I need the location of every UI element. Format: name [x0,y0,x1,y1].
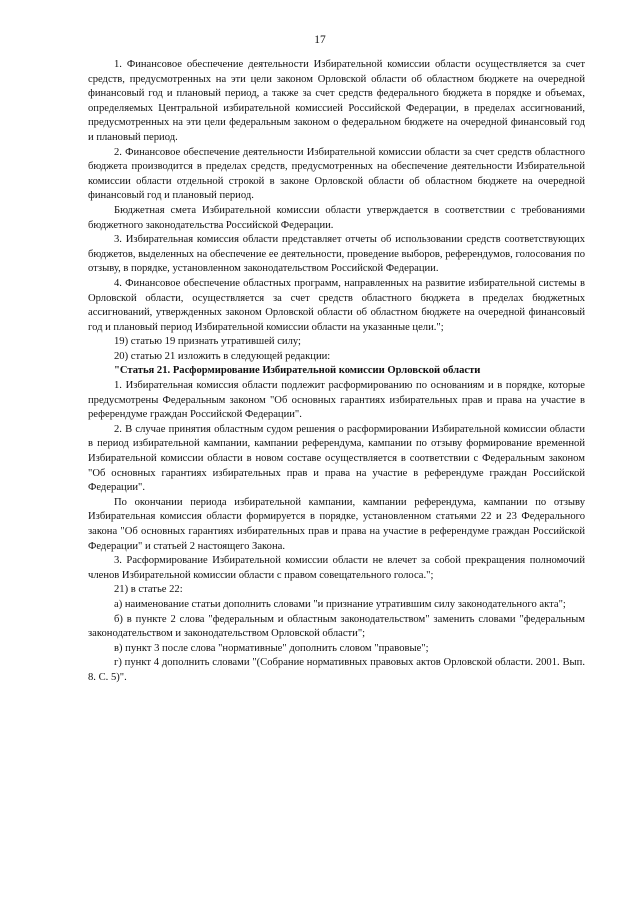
paragraph-item-19: 19) статью 19 признать утратившей силу; [114,336,301,348]
paragraph-subitem-b: б) в пункте 2 слова "федеральным и областным законодательством" заменить словами "федеральным законодательством и законодательством Орловской области"; [88,613,585,640]
paragraph-item-21: 21) в статье 22: [114,584,183,596]
paragraph-budget-estimate: Бюджетная смета Избирательной комиссии области утверждается в соответствии с требованиями бюджетного законодательства Российской Федерации. [88,204,585,231]
paragraph-item-20: 20) статью 21 изложить в следующей редакции: [114,350,331,362]
paragraph-article-20-point-3: 3. Избирательная комиссия области представляет отчеты об использовании средств соответствующих бюджетов, выделенных на обеспечение ее деятельности, проведение выборов, референдумов, голосования по отзыву, в порядке, установленном законодательством Российской Федерации. [88,234,585,275]
paragraph-after-campaign: По окончании периода избирательной кампании, кампании референдума, кампании по отзыву Избирательная комиссия области формируется в порядке, установленном статьями 22 и 23 Федерального закона "Об основных гарантиях избирательных прав и права на участие в референдуме граждан Российской Федерации" и статьей 2 настоящего Закона. [88,496,585,552]
paragraph-article-20-point-1: 1. Финансовое обеспечение деятельности Избирательной комиссии области осуществляется за счет средств, предусмотренных на эти цели законом Орловской области об областном бюджете на очередной финансовый год и плановый период, а также за счет средств федерального бюджета в порядке и объемах, определяемых Центральной избирательной комиссией Российской Федерации, в пределах ассигнований, предусмотренных на эти цели федеральным законом о федеральном бюджете на очередной финансовый год и плановый период. [88,59,585,143]
paragraph-article-20-point-4: 4. Финансовое обеспечение областных программ, направленных на развитие избирательной системы в Орловской области, осуществляется за счет средств областного бюджета в пределах бюджетных ассигнований, утвержденных законом Орловской области об областном бюджете на очередной финансовый год и плановый период Избирательной комиссии области на указанные цели."; [88,277,585,333]
paragraph-subitem-g: г) пункт 4 дополнить словами "(Собрание нормативных правовых актов Орловской области. 2001. Вып. 8. С. 5)". [88,657,585,683]
paragraph-article-21-point-3: 3. Расформирование Избирательной комиссии области не влечет за собой прекращения полномочий членов Избирательной комиссии области с правом совещательного голоса."; [88,555,585,581]
paragraph-article-20-point-2: 2. Финансовое обеспечение деятельности Избирательной комиссии области за счет средств областного бюджета производится в пределах средств, предусмотренных на обеспечение деятельности Избирательной комиссии области отдельной строкой в законе Орловской области об областном бюджете на очередной финансовый год и плановый период. [88,146,585,202]
document-body [88,58,585,686]
paragraph-article-21-point-1: 1. Избирательная комиссия области подлежит расформированию по основаниям и в порядке, которые предусмотрены Федеральным законом "Об основных гарантиях избирательных прав и права на участие в референдуме граждан Российской Федерации". [88,380,585,421]
paragraph-article-21-point-2: 2. В случае принятия областным судом решения о расформировании Избирательной комиссии области в период избирательной кампании, кампании референдума, кампании по отзыву формирование временной Избирательной комиссии области в новом составе осуществляется в соответствии с Федеральным законом "Об основных гарантиях избирательных прав и права на участие в референдуме граждан Российской Федерации". [88,423,585,494]
article-21-heading: "Статья 21. Расформирование Избирательной комиссии Орловской области [114,365,481,377]
paragraph-subitem-v: в) пункт 3 после слова "нормативные" дополнить словом "правовые"; [114,642,429,654]
page-number: 17 [314,34,326,46]
paragraph-subitem-a: а) наименование статьи дополнить словами "и признание утратившим силу законодательного акта"; [114,598,566,610]
